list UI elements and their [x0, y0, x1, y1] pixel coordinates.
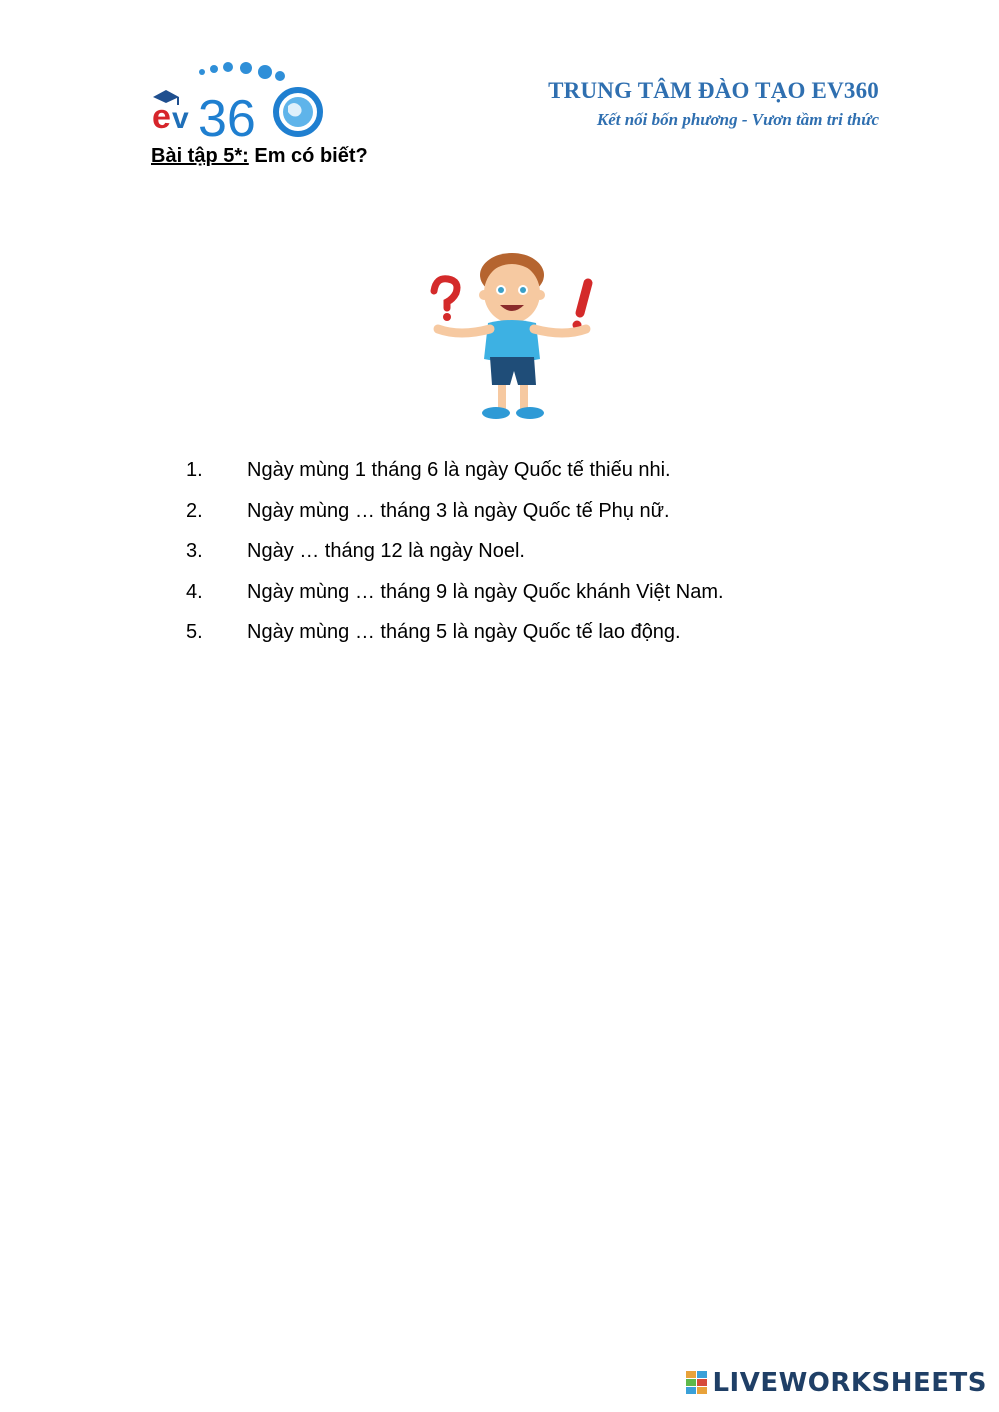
liveworksheets-logo-icon [686, 1371, 708, 1395]
ev360-logo [150, 60, 325, 145]
question-mark-icon [434, 279, 457, 321]
center-name: TRUNG TÂM ĐÀO TẠO EV360 [548, 78, 879, 103]
svg-text:36: 36 [198, 90, 256, 145]
exercise-heading [151, 145, 368, 168]
list-item [186, 580, 724, 621]
list-item [186, 499, 724, 540]
exclamation-icon [573, 283, 589, 330]
liveworksheets-brand: LIVEWORKSHEETS [712, 1368, 987, 1398]
item-text: Ngày mùng 1 tháng 6 là ngày Quốc tế thiếu nhi. [247, 459, 671, 481]
header-branding [548, 78, 879, 130]
exercise-title: Em có biết? [254, 145, 368, 167]
svg-text:e: e [152, 98, 171, 136]
svg-text:v: v [172, 102, 189, 135]
exercise-label: Bài tập 5*: [151, 145, 249, 167]
item-number: 3. [186, 540, 203, 562]
item-number: 5. [186, 621, 203, 643]
list-item [186, 539, 724, 580]
boy-illustration [410, 245, 615, 425]
list-item [186, 458, 724, 499]
slogan: Kết nối bốn phương - Vươn tầm tri thức [596, 110, 879, 129]
item-text: Ngày … tháng 12 là ngày Noel. [247, 540, 525, 562]
list-item [186, 620, 724, 661]
liveworksheets-footer [686, 1368, 987, 1398]
question-list [186, 458, 724, 661]
item-number: 1. [186, 459, 203, 481]
item-text: Ngày mùng … tháng 3 là ngày Quốc tế Phụ nữ. [247, 499, 670, 522]
item-text: Ngày mùng … tháng 5 là ngày Quốc tế lao động. [247, 621, 681, 643]
item-number: 4. [186, 580, 203, 603]
item-number: 2. [186, 499, 203, 522]
item-text: Ngày mùng … tháng 9 là ngày Quốc khánh Việt Nam. [247, 580, 724, 603]
